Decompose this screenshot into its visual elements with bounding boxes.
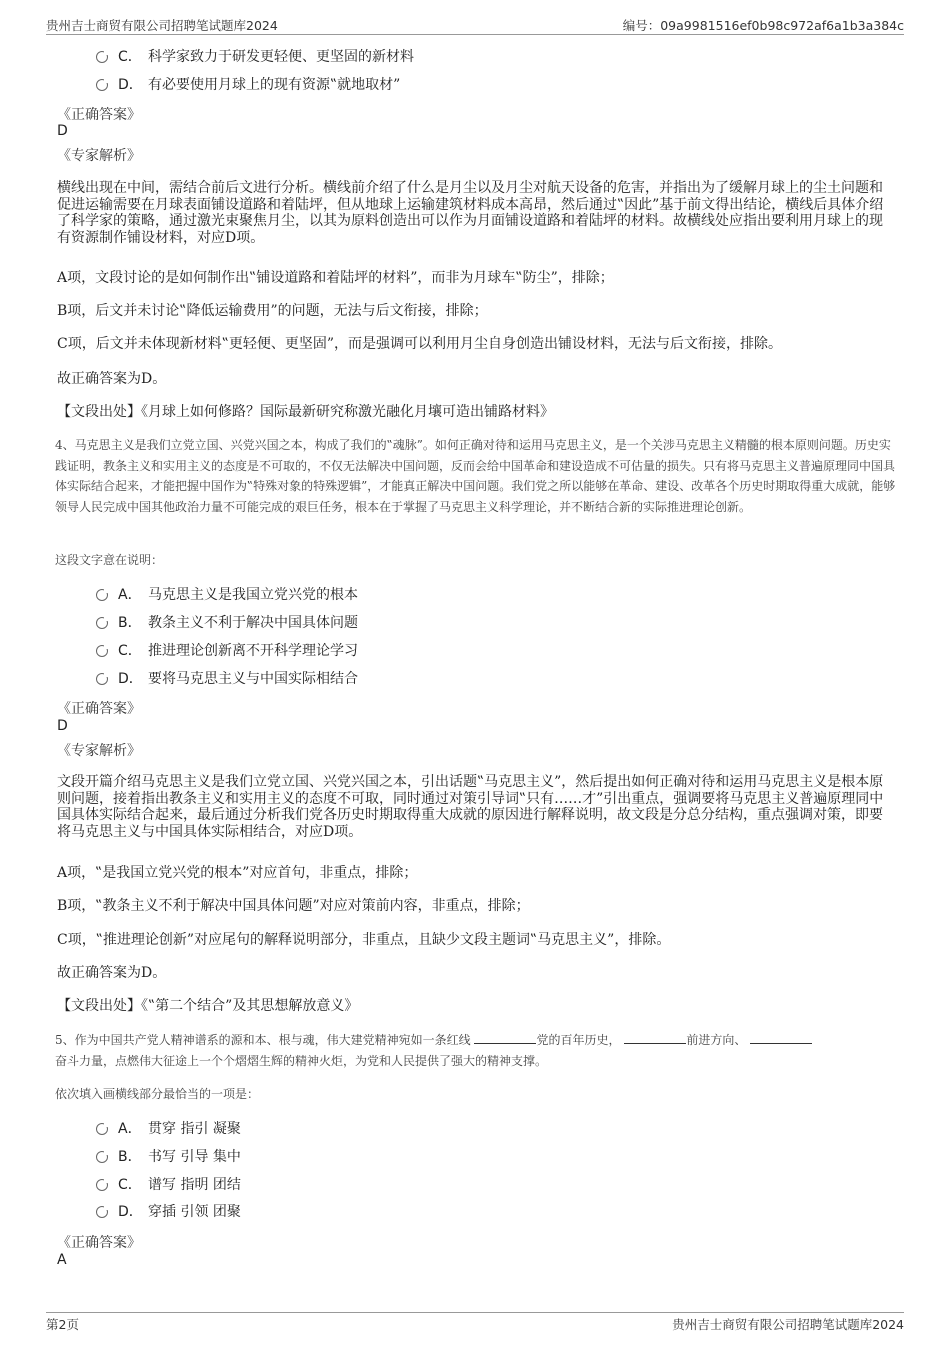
q5-stem: 5、作为中国共产党人精神谱系的源和本、根与魂，伟大建党精神宛如一条红线 党的百年历史， 前进方向、 奋斗力量，点燃伟大征途上一个个熠熠生辉的精神火炬，为党和人民提供了强大的精神支撑。 [55, 1030, 900, 1071]
fill-blank-1 [474, 1031, 536, 1044]
fill-blank-3 [750, 1031, 812, 1044]
q3-option-d[interactable]: D． 有必要使用月球上的现有资源‟就地取材” [96, 75, 400, 95]
page-number: 第2页 [46, 1317, 79, 1332]
q4-analysis: 文段开篇介绍马克思主义是我们立党立国、兴党兴国之本，引出话题‟马克思主义”，然后提出如何正确对待和运用马克思主义是根本原则问题，接着指出教条主义和实用主义的态度不可取，同时通过对策引导词‟只有……才”引出重点，强调要将马克思主义普遍原理同中国具体实际结合起来，最后通过分析我们党各历史时期取得重大成就的原因进行解释说明，故文段是分总分结构，重点强调对策，即要将马克思主义与中国具体实际相结合，对应D项。 [57, 774, 884, 840]
q5-option-d[interactable]: D． 穿插 引领 团聚 [96, 1202, 241, 1222]
q4-stem: 4、马克思主义是我们立党立国、兴党兴国之本，构成了我们的‟魂脉”。如何正确对待和运用马克思主义，是一个关涉马克思主义精髓的根本原则问题。历史实践证明，教条主义和实用主义的态度是不可取的，不仅无法解决中国问题，反而会给中国革命和建设造成不可估量的损失。只有将马克思主义普遍原理同中国具体实际结合起来，才能把握中国作为‟特殊对象的特殊逻辑”，才能真正解决中国问题。我们党之所以能够在革命、建设、改革各个历史时期取得重大成就，能够领导人民完成中国其他政治力量不可能完成的艰巨任务，根本在于掌握了马克思主义科学理论，并不断结合新的实际推进理论创新。 [55, 438, 896, 514]
footer-title: 贵州吉士商贸有限公司招聘笔试题库2024 [672, 1317, 904, 1332]
radio-icon[interactable] [96, 673, 108, 685]
radio-icon[interactable] [96, 51, 108, 63]
q5-option-a[interactable]: A． 贯穿 指引 凝聚 [96, 1119, 241, 1139]
q5-option-c[interactable]: C． 谱写 指明 团结 [96, 1175, 241, 1195]
header-doc-id: 编号：09a9981516ef0b98c972af6a1b3a384c [622, 18, 904, 33]
q3-analysis-b: B项，后文并未讨论‟降低运输费用”的问题，无法与后文衔接，排除； [57, 303, 488, 319]
fill-blank-2 [624, 1031, 686, 1044]
q4-question: 这段文字意在说明： [55, 553, 164, 567]
q5-answer: A [57, 1252, 67, 1268]
q3-conclusion: 故正确答案为D。 [57, 371, 167, 387]
q4-analysis-c: C项，‟推进理论创新”对应尾句的解释说明部分，非重点，且缺少文段主题词‟马克思主义”，排除。 [57, 932, 671, 948]
q4-source: 【文段出处】《‟第二个结合”及其思想解放意义》 [57, 998, 359, 1014]
page-footer [46, 1312, 904, 1335]
q4-answer: D [57, 718, 68, 734]
radio-icon[interactable] [96, 1206, 108, 1218]
q4-option-c[interactable]: C． 推进理论创新离不开科学理论学习 [96, 641, 358, 661]
q4-analysis-b: B项，‟教条主义不利于解决中国具体问题”对应对策前内容，非重点，排除； [57, 898, 530, 914]
q3-analysis-c: C项，后文并未体现新材料‟更轻便、更坚固”，而是强调可以利用月尘自身创造出铺设材料，无法与后文衔接，排除。 [57, 336, 783, 352]
page-header [46, 14, 904, 35]
q3-answer-label: 《正确答案》 [57, 107, 141, 123]
q3-analysis-label: 《专家解析》 [57, 148, 141, 164]
q5-option-b[interactable]: B． 书写 引导 集中 [96, 1147, 241, 1167]
q3-source: 【文段出处】《月球上如何修路？国际最新研究称激光融化月壤可造出铺路材料》 [57, 404, 554, 420]
radio-icon[interactable] [96, 1123, 108, 1135]
q4-option-a[interactable]: A． 马克思主义是我国立党兴党的根本 [96, 585, 358, 605]
q4-option-d[interactable]: D． 要将马克思主义与中国实际相结合 [96, 669, 358, 689]
radio-icon[interactable] [96, 589, 108, 601]
radio-icon[interactable] [96, 1151, 108, 1163]
q4-conclusion: 故正确答案为D。 [57, 965, 167, 981]
q3-answer: D [57, 123, 68, 139]
q4-analysis-label: 《专家解析》 [57, 743, 141, 759]
q5-question: 依次填入画横线部分最恰当的一项是： [55, 1087, 260, 1101]
radio-icon[interactable] [96, 645, 108, 657]
q5-answer-label: 《正确答案》 [57, 1235, 141, 1251]
q4-analysis-a: A项，‟是我国立党兴党的根本”对应首句，非重点，排除； [57, 865, 418, 881]
radio-icon[interactable] [96, 1179, 108, 1191]
q3-analysis-a: A项，文段讨论的是如何制作出‟铺设道路和着陆坪的材料”，而非为月球车‟防尘”，排除； [57, 270, 614, 286]
radio-icon[interactable] [96, 617, 108, 629]
header-title: 贵州吉士商贸有限公司招聘笔试题库2024 [46, 18, 278, 33]
q3-option-c[interactable]: C． 科学家致力于研发更轻便、更坚固的新材料 [96, 47, 414, 67]
radio-icon[interactable] [96, 79, 108, 91]
q4-answer-label: 《正确答案》 [57, 701, 141, 717]
q4-option-b[interactable]: B． 教条主义不利于解决中国具体问题 [96, 613, 358, 633]
q3-analysis: 横线出现在中间，需结合前后文进行分析。横线前介绍了什么是月尘以及月尘对航天设备的危害，并指出为了缓解月球上的尘土问题和促进运输需要在月球表面铺设道路和着陆坪，但从地球上运输建筑材料成本高昂，然后通过‟因此”基于前文得出结论，横线后具体介绍了科学家的策略，通过激光束聚焦月尘，以其为原料创造出可以作为月面铺设道路和着陆坪的材料。故横线处应指出要利用月球上的现有资源制作铺设材料，对应D项。 [57, 180, 884, 246]
